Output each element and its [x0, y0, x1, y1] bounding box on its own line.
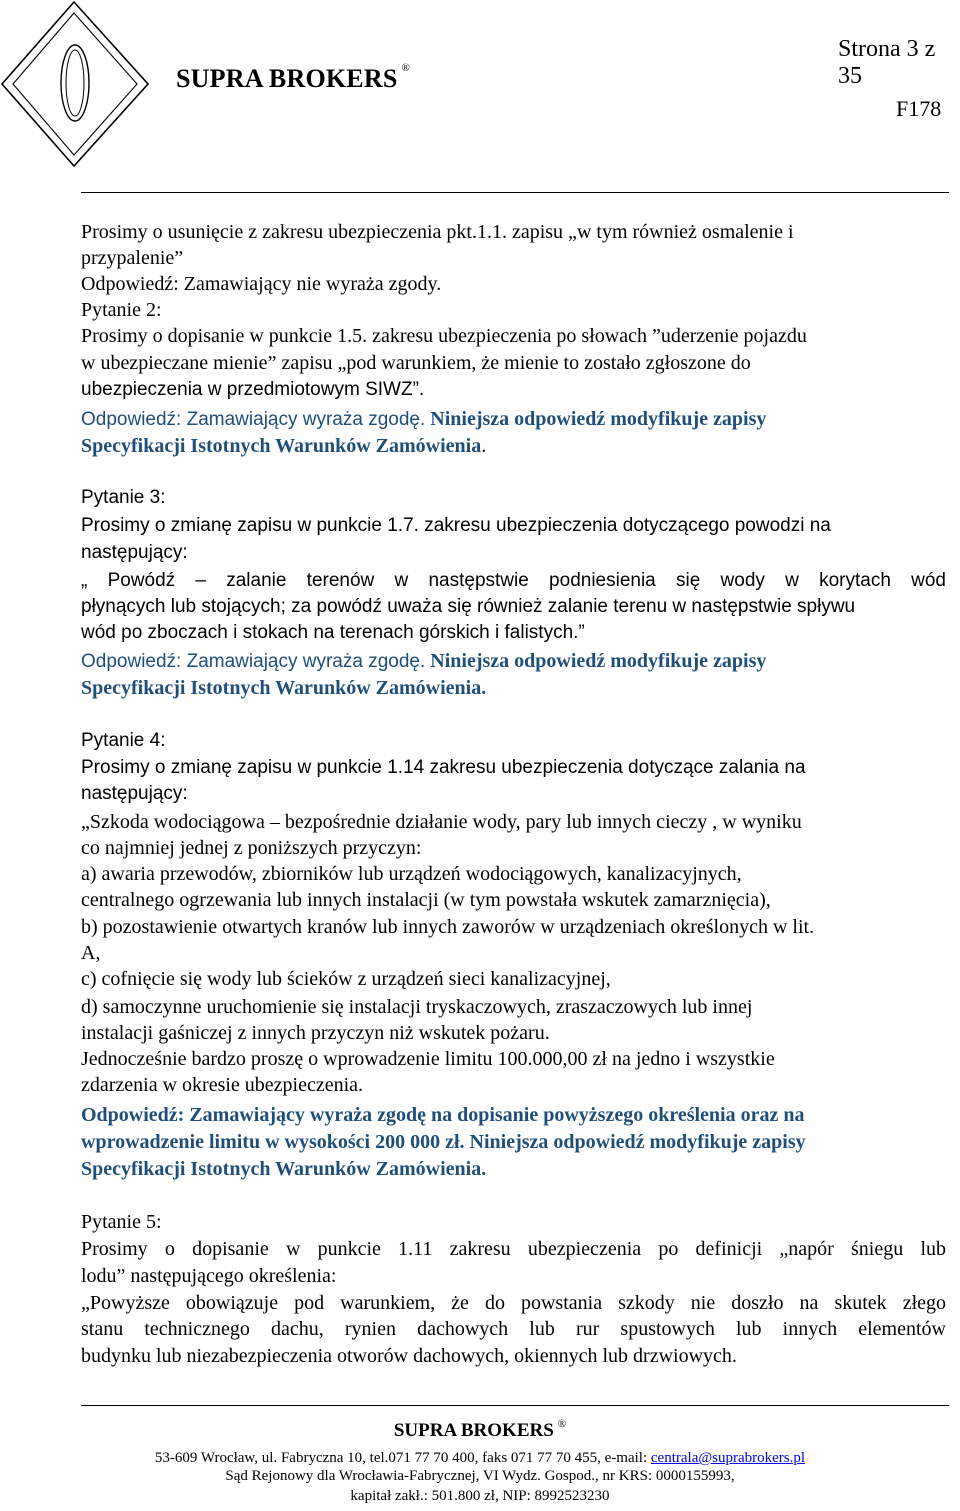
answer-line	[81, 649, 766, 674]
text-line: A,	[81, 942, 101, 964]
footer-capital: kapitał zakł.: 501.800 zł, NIP: 8992523230	[350, 1488, 610, 1504]
period: .	[481, 435, 487, 457]
text-line: co najmniej jednej z poniższych przyczyn:	[81, 837, 422, 859]
text-line: Prosimy o dopisanie w punkcie 1.11 zakresu ubezpieczenia po definicji „napór śniegu lub	[81, 1238, 946, 1260]
text-line: płynących lub stojących; za powódź uważa się również zalanie terenu w następstwie spływu	[81, 596, 856, 617]
footer-address	[0, 1449, 960, 1467]
footer-brand	[0, 1420, 960, 1442]
text-line: „ Powódź – zalanie terenów w następstwie podniesienia się wody w korytach wód	[81, 570, 946, 591]
page-number: Strona 3 z 35	[838, 36, 936, 89]
answer-line	[81, 434, 486, 458]
text-line: następujący:	[81, 783, 188, 804]
answer-note: Niniejsza odpowiedź modyfikuje zapisy	[425, 650, 767, 672]
email-link[interactable]: centrala@suprabrokers.pl	[650, 1450, 806, 1466]
text-line: Jednocześnie bardzo proszę o wprowadzenie limitu 100.000,00 zł na jedno i wszystkie	[81, 1048, 775, 1070]
header-brand	[176, 64, 410, 94]
answer-label: Odpowiedź: Zamawiający wyraża zgodę.	[81, 409, 426, 430]
answer-line	[81, 407, 766, 432]
form-code: F178	[896, 96, 942, 121]
text-line: budynku lub niezabezpieczenia otworów dachowych, okiennych lub drzwiowych.	[81, 1345, 737, 1367]
text-line: lodu” następującego określenia:	[81, 1265, 337, 1287]
text-line: „Powyższe obowiązuje pod warunkiem, że do powstania szkody nie doszło na skutek złego	[81, 1292, 946, 1314]
question-heading: Pytanie 5:	[81, 1211, 162, 1233]
answer-line: Odpowiedź: Zamawiający nie wyraża zgody.	[81, 273, 442, 295]
text-line: wód po zboczach i stokach na terenach górskich i falistych.”	[81, 622, 585, 643]
text-line: zdarzenia w okresie ubezpieczenia.	[81, 1074, 364, 1096]
answer-line: Specyfikacji Istotnych Warunków Zamówienia.	[81, 1158, 487, 1180]
text-line: a) awaria przewodów, zbiorników lub urządzeń wodociągowych, kanalizacyjnych,	[81, 863, 742, 885]
footer-address-text: 53-609 Wrocław, ul. Fabryczna 10, tel.071 77 70 400, faks 071 77 70 455, e-mail:	[154, 1450, 651, 1466]
text-line: c) cofnięcie się wody lub ścieków z urządzeń sieci kanalizacyjnej,	[81, 968, 611, 990]
text-line: Prosimy o zmianę zapisu w punkcie 1.7. zakresu ubezpieczenia dotyczącego powodzi na	[81, 515, 831, 536]
registered-mark: ®	[557, 1418, 567, 1430]
header-brand-text: SUPRA BROKERS	[176, 64, 398, 93]
text-line: Prosimy o usunięcie z zakresu ubezpieczenia pkt.1.1. zapisu „w tym również osmalenie i	[81, 221, 794, 243]
answer-note: Niniejsza odpowiedź modyfikuje zapisy	[425, 408, 767, 430]
text-line: ubezpieczenia w przedmiotowym SIWZ”.	[81, 379, 425, 400]
question-heading: Pytanie 4:	[81, 730, 166, 751]
text-line: następujący:	[81, 542, 188, 563]
logo-icon	[0, 0, 170, 170]
text-line: b) pozostawienie otwartych kranów lub innych zaworów w urządzeniach określonych w lit.	[81, 916, 815, 938]
footer-divider	[81, 1405, 949, 1406]
header-divider	[81, 192, 949, 193]
footer-court: Sąd Rejonowy dla Wrocławia-Fabrycznej, VI Wydz. Gospod., nr KRS: 0000155993,	[225, 1468, 735, 1484]
text-line: przypalenie”	[81, 247, 184, 269]
text-line: „Szkoda wodociągowa – bezpośrednie działanie wody, pary lub innych cieczy , w wyniku	[81, 811, 802, 833]
answer-note: Specyfikacji Istotnych Warunków Zamówienia	[81, 435, 482, 457]
text-line: Prosimy o dopisanie w punkcie 1.5. zakresu ubezpieczenia po słowach ”uderzenie pojazdu	[81, 325, 807, 347]
text-line: instalacji gaśniczej z innych przyczyn niż wskutek pożaru.	[81, 1022, 550, 1044]
text-line: Prosimy o zmianę zapisu w punkcie 1.14 zakresu ubezpieczenia dotyczące zalania na	[81, 757, 806, 778]
text-line: d) samoczynne uruchomienie się instalacji tryskaczowych, zraszaczowych lub innej	[81, 996, 753, 1018]
text-line: centralnego ogrzewania lub innych instalacji (w tym powstała wskutek zamarznięcia),	[81, 889, 771, 911]
answer-label: Odpowiedź: Zamawiający wyraża zgodę.	[81, 651, 426, 672]
answer-line: Odpowiedź: Zamawiający wyraża zgodę na dopisanie powyższego określenia oraz na	[81, 1104, 805, 1126]
answer-line: Specyfikacji Istotnych Warunków Zamówienia.	[81, 677, 487, 699]
text-line: w ubezpieczane mienie” zapisu „pod warunkiem, że mienie to zostało zgłoszone do	[81, 352, 751, 374]
text-line: stanu technicznego dachu, rynien dachowych lub rur spustowych lub innych elementów	[81, 1318, 946, 1340]
question-heading: Pytanie 2:	[81, 299, 162, 321]
answer-line: wprowadzenie limitu w wysokości 200 000 zł. Niniejsza odpowiedź modyfikuje zapisy	[81, 1131, 806, 1153]
question-heading: Pytanie 3:	[81, 487, 166, 508]
footer-brand-text: SUPRA BROKERS	[393, 1420, 554, 1441]
registered-mark: ®	[401, 62, 411, 74]
